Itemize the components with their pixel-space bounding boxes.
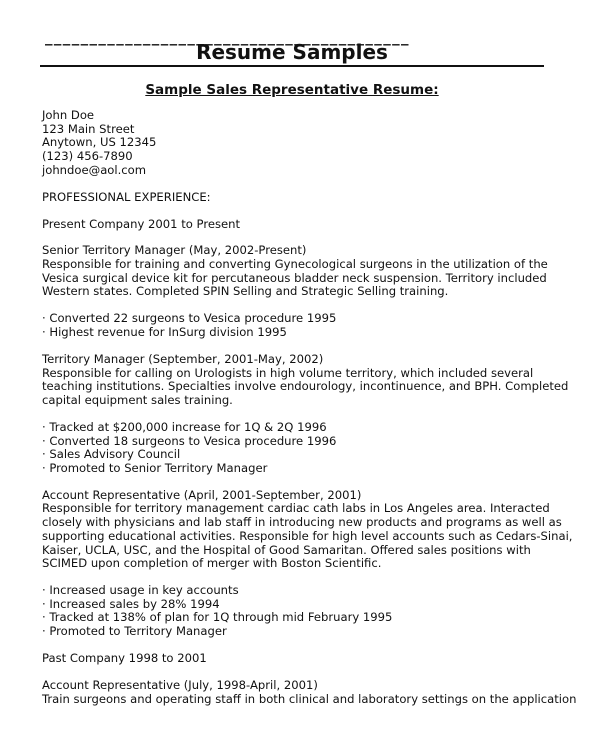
achievement-bullet: · Highest revenue for InSurg division 1995 (42, 325, 287, 339)
achievement-bullet: · Promoted to Territory Manager (42, 624, 227, 639)
job-description-line: Responsible for training and converting Gynecological surgeons in the utilization of the (42, 257, 548, 272)
contact-name: John Doe (42, 108, 95, 122)
job-title: Account Representative (April, 2001-September, 2001) (42, 487, 362, 502)
resume-body (42, 108, 577, 706)
achievement-bullet: · Converted 22 surgeons to Vesica procedure 1995 (42, 311, 337, 326)
job-description-line: Vesica surgical device kit for percutaneous bladder neck suspension. Territory included (42, 270, 547, 285)
job-description-line: supporting educational activities. Responsible for high level accounts such as Cedars-Sinai, (42, 528, 573, 543)
job-description-line: capital equipment sales training. (42, 392, 233, 407)
job-description-line: teaching institutions. Specialties involve endourology, incontinuence, and BPH. Completed (42, 379, 569, 394)
job-description-line: Western states. Completed SPIN Selling and Strategic Selling training. (42, 284, 449, 299)
job-description-line: Responsible for territory management cardiac cath labs in Los Angeles area. Interacted (42, 501, 550, 516)
job-description-line: Train surgeons and operating staff in both clinical and laboratory settings on the application (42, 691, 577, 706)
section-heading: PROFESSIONAL EXPERIENCE: (42, 189, 211, 204)
past-company: Past Company 1998 to 2001 (42, 651, 207, 665)
present-company: Present Company 2001 to Present (42, 216, 241, 231)
achievement-bullet: · Converted 18 surgeons to Vesica procedure 1996 (42, 433, 337, 448)
header-dash-line: _________________________________________ (45, 28, 410, 46)
contact-email: johndoe@aol.com (42, 162, 147, 177)
job-description-line: Responsible for calling on Urologists in high volume territory, which included several (42, 365, 534, 380)
achievement-bullet: · Increased sales by 28% 1994 (42, 596, 220, 611)
job-description-line: closely with physicians and lab staff in introducing new products and programs as well as (42, 515, 562, 530)
contact-street: 123 Main Street (42, 121, 135, 136)
contact-phone: (123) 456-7890 (42, 149, 133, 164)
job-description-line: SCIMED upon completion of merger with Boston Scientific. (42, 556, 382, 571)
achievement-bullet: · Tracked at $200,000 increase for 1Q & 2Q 1996 (42, 419, 327, 434)
job-title: Territory Manager (September, 2001-May, 2002) (42, 351, 324, 366)
resume-subtitle: Sample Sales Representative Resume: (145, 82, 439, 98)
achievement-bullet: · Increased usage in key accounts (42, 583, 239, 598)
job-title: Senior Territory Manager (May, 2002-Present) (42, 243, 307, 258)
achievement-bullet: · Tracked at 138% of plan for 1Q through mid February 1995 (42, 610, 393, 625)
job-title: Account Representative (July, 1998-April, 2001) (42, 677, 318, 692)
achievement-bullet: · Sales Advisory Council (42, 447, 181, 462)
page-title: Resume Samples (196, 40, 388, 64)
title-divider (40, 65, 544, 67)
contact-city: Anytown, US 12345 (42, 135, 157, 150)
job-description-line: Kaiser, UCLA, USC, and the Hospital of Good Samaritan. Offered sales positions with (42, 542, 531, 557)
achievement-bullet: · Promoted to Senior Territory Manager (42, 460, 268, 475)
